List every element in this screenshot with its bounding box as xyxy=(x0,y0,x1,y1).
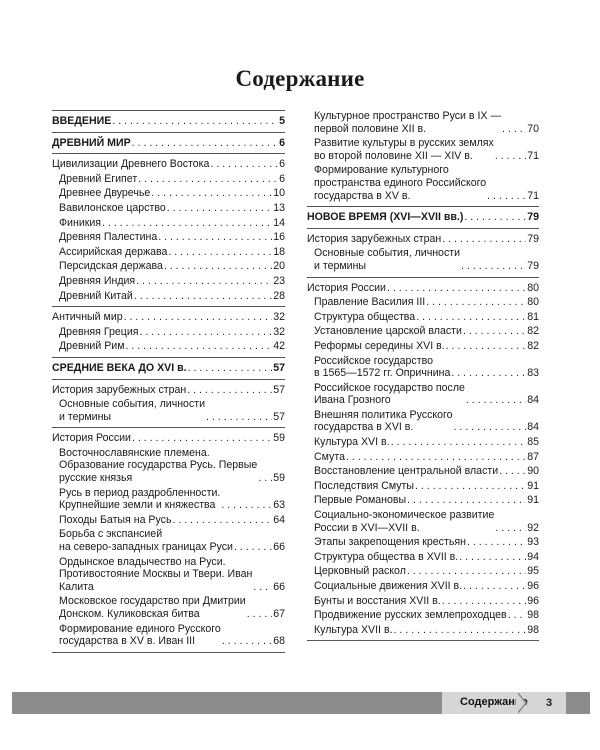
toc-entry[interactable] xyxy=(307,580,539,593)
toc-section xyxy=(307,278,539,642)
dot-leader xyxy=(508,609,527,622)
dot-leader xyxy=(253,581,272,594)
toc-section xyxy=(52,307,285,358)
toc-entry-page: 57 xyxy=(273,361,285,374)
toc-entry[interactable] xyxy=(307,311,539,324)
toc-entry[interactable] xyxy=(52,275,285,288)
toc-left-column xyxy=(52,110,285,653)
toc-entry-page: 66 xyxy=(273,541,285,554)
toc-entry[interactable] xyxy=(52,187,285,200)
toc-entry-page: 71 xyxy=(527,149,539,162)
toc-section xyxy=(307,207,539,229)
toc-entry[interactable] xyxy=(307,282,539,295)
toc-entry-title: Правление Василия III xyxy=(314,296,426,309)
toc-entry[interactable] xyxy=(307,409,539,434)
dot-leader xyxy=(221,499,272,512)
toc-entry-page: 94 xyxy=(527,550,539,563)
toc-entry-title: Смута xyxy=(314,450,345,463)
toc-entry-page: 91 xyxy=(527,479,539,492)
footer-bar xyxy=(12,692,590,714)
toc-entry-page: 10 xyxy=(273,187,285,200)
toc-entry-page: 6 xyxy=(279,158,285,171)
toc-entry-title: Структура общества xyxy=(314,310,416,323)
toc-entry[interactable] xyxy=(307,211,539,224)
toc-entry[interactable] xyxy=(307,494,539,507)
toc-entry-page: 84 xyxy=(527,421,539,434)
toc-entry-title: Социально-экономическое развитие России в XVI—XVII в. xyxy=(314,509,495,534)
toc-entry-title: История России xyxy=(52,432,131,445)
dot-leader xyxy=(112,115,278,128)
toc-entry-title: Московское государство при Дмитрии Донском. Куликовская битва xyxy=(59,595,246,620)
toc-entry-title: История зарубежных стран xyxy=(307,232,442,245)
toc-entry[interactable] xyxy=(52,231,285,244)
dot-leader xyxy=(416,311,526,324)
dot-leader xyxy=(158,231,272,244)
toc-entry-page: 5 xyxy=(279,115,285,127)
toc-right-column xyxy=(307,110,539,641)
toc-entry-title: ВВЕДЕНИЕ xyxy=(52,115,112,127)
dot-leader xyxy=(168,246,272,259)
toc-entry-page: 59 xyxy=(273,472,285,485)
toc-entry-title: НОВОЕ ВРЕМЯ (XVI—XVII вв.) xyxy=(307,211,464,224)
toc-entry-title: Культура XVI в. xyxy=(314,436,390,449)
toc-entry-title: Первые Романовы xyxy=(314,494,407,507)
toc-entry-title: Продвижение русских землепроходцев xyxy=(314,609,507,622)
toc-entry-title: Финикия xyxy=(59,216,102,229)
toc-entry-title: Российское государство в 1565—1572 гг. Опричнина xyxy=(314,354,451,380)
toc-entry-page: 18 xyxy=(273,245,285,258)
toc-entry-page: 59 xyxy=(273,432,285,445)
toc-entry-page: 42 xyxy=(273,340,285,353)
dot-leader xyxy=(132,137,278,150)
toc-section xyxy=(52,111,285,133)
toc-entry-title: Древняя Палестина xyxy=(59,231,158,244)
dot-leader xyxy=(167,202,272,215)
toc-entry[interactable] xyxy=(307,551,539,564)
toc-entry[interactable] xyxy=(52,173,285,186)
dot-leader xyxy=(391,436,527,449)
toc-section xyxy=(307,110,539,207)
dot-leader xyxy=(132,432,272,445)
dot-leader xyxy=(495,150,526,163)
toc-section xyxy=(52,358,285,380)
toc-entry-title: Походы Батыя на Русь xyxy=(59,513,172,526)
chevron-right-icon xyxy=(516,692,525,714)
toc-entry[interactable] xyxy=(52,447,285,485)
toc-entry-page: 79 xyxy=(527,259,539,272)
toc-entry[interactable] xyxy=(52,137,285,150)
toc-entry-title: Культура XVII в. xyxy=(314,623,393,636)
toc-entry-page: 32 xyxy=(273,325,285,338)
toc-entry-title: Русь в период раздробленности. Крупнейшие земли и княжества xyxy=(59,486,221,512)
toc-entry[interactable] xyxy=(52,246,285,259)
toc-entry-title: Древняя Греция xyxy=(59,325,139,338)
toc-entry-title: История зарубежных стран xyxy=(52,383,187,396)
toc-entry-page: 68 xyxy=(273,635,285,648)
toc-entry-page: 82 xyxy=(527,325,539,338)
toc-entry-title: История России xyxy=(307,281,386,294)
toc-entry-page: 57 xyxy=(273,410,285,423)
toc-entry[interactable] xyxy=(307,355,539,380)
toc-entry-page: 82 xyxy=(527,339,539,352)
toc-entry-title: Древний Рим xyxy=(59,340,125,353)
toc-entry-page: 93 xyxy=(527,536,539,549)
toc-section xyxy=(52,133,285,155)
toc-entry-title: Бунты и восстания XVII в. xyxy=(314,594,441,607)
toc-entry-title: Основные события, личности и термины xyxy=(59,398,206,423)
toc-entry[interactable] xyxy=(307,595,539,608)
toc-entry[interactable] xyxy=(307,465,539,478)
toc-entry[interactable] xyxy=(307,624,539,637)
toc-entry-page: 80 xyxy=(527,281,539,294)
dot-leader xyxy=(206,411,272,424)
toc-entry-page: 28 xyxy=(273,289,285,302)
dot-leader xyxy=(442,595,526,608)
toc-entry-title: Церковный раскол xyxy=(314,565,406,578)
toc-entry-page: 92 xyxy=(527,521,539,534)
toc-entry-title: Структура общества в XVII в. xyxy=(314,550,459,563)
dot-leader xyxy=(446,340,527,353)
toc-entry-title: Формирование единого Русского государства в XV в. Иван III xyxy=(59,622,221,648)
toc-entry-title: Цивилизации Древнего Востока xyxy=(52,158,210,171)
dot-leader xyxy=(487,190,526,203)
toc-entry[interactable] xyxy=(307,340,539,353)
toc-entry[interactable] xyxy=(52,398,285,423)
dot-leader xyxy=(495,522,526,535)
toc-entry[interactable] xyxy=(52,311,285,324)
toc-entry-title: Культурное пространство Руси в IX — первой половине XII в. xyxy=(314,110,502,135)
toc-entry[interactable] xyxy=(307,296,539,309)
dot-leader xyxy=(461,260,526,273)
toc-section xyxy=(52,428,285,653)
dot-leader xyxy=(125,340,272,353)
toc-entry[interactable] xyxy=(52,623,285,648)
dot-leader xyxy=(210,158,278,171)
toc-entry[interactable] xyxy=(52,595,285,620)
toc-entry-title: Ордынское владычество на Руси. Противостояние Москвы и Твери. Иван Калита xyxy=(59,555,253,593)
toc-entry-title: Персидская держава xyxy=(59,260,163,273)
toc-entry[interactable] xyxy=(52,384,285,397)
toc-entry-page: 95 xyxy=(527,565,539,578)
dot-leader xyxy=(134,290,272,303)
dot-leader xyxy=(502,123,526,136)
toc-entry-page: 13 xyxy=(273,201,285,214)
toc-entry-title: Внешняя политика Русского государства в XVI в. xyxy=(314,408,453,434)
toc-entry[interactable] xyxy=(307,137,539,162)
toc-entry-title: Древняя Индия xyxy=(59,274,136,287)
dot-leader xyxy=(187,384,272,397)
toc-entry-title: Этапы закрепощения крестьян xyxy=(314,536,466,549)
toc-entry[interactable] xyxy=(307,382,539,407)
toc-entry-page: 96 xyxy=(527,594,539,607)
toc-entry[interactable] xyxy=(52,362,285,375)
toc-entry[interactable] xyxy=(307,325,539,338)
toc-entry-page: 23 xyxy=(273,274,285,287)
toc-entry[interactable] xyxy=(52,326,285,339)
toc-entry-title: Античный мир xyxy=(52,311,123,324)
toc-section xyxy=(307,229,539,278)
toc-entry-title: Развитие культуры в русских землях во второй половине XII — XIV в. xyxy=(314,137,494,162)
toc-entry[interactable] xyxy=(52,432,285,445)
toc-section xyxy=(52,154,285,307)
toc-entry-title: ДРЕВНИЙ МИР xyxy=(52,136,131,149)
dot-leader xyxy=(124,311,273,324)
toc-entry[interactable] xyxy=(52,158,285,171)
dot-leader xyxy=(102,217,272,230)
dot-leader xyxy=(222,635,272,648)
dot-leader xyxy=(407,565,526,578)
toc-entry-page: 6 xyxy=(279,136,285,149)
footer-end-block xyxy=(566,692,590,714)
toc-entry[interactable] xyxy=(52,528,285,553)
toc-entry-title: СРЕДНИЕ ВЕКА ДО XVI в. xyxy=(52,361,187,374)
dot-leader xyxy=(346,451,526,464)
toc-entry-page: 63 xyxy=(273,499,285,512)
toc-entry[interactable] xyxy=(52,260,285,273)
toc-section xyxy=(52,380,285,429)
toc-entry-page: 16 xyxy=(273,231,285,244)
dot-leader xyxy=(140,326,273,339)
toc-entry-page: 85 xyxy=(527,436,539,449)
toc-entry[interactable] xyxy=(52,514,285,527)
toc-entry-title: Восточнославянские племена. Образование государства Русь. Первые русские князья xyxy=(59,446,258,485)
toc-entry[interactable] xyxy=(307,233,539,246)
dot-leader xyxy=(258,472,272,485)
dot-leader xyxy=(394,624,527,637)
dot-leader xyxy=(387,282,526,295)
toc-entry-page: 90 xyxy=(527,465,539,478)
footer-section-label: Содержание xyxy=(460,696,528,708)
toc-entry[interactable] xyxy=(52,340,285,353)
toc-entry-title: Реформы середины XVI в. xyxy=(314,339,445,352)
toc-entry-page: 20 xyxy=(273,260,285,273)
toc-entry-page: 98 xyxy=(527,623,539,636)
dot-leader xyxy=(138,173,278,186)
dot-leader xyxy=(188,362,273,375)
dot-leader xyxy=(499,465,526,478)
dot-leader xyxy=(467,536,526,549)
toc-entry[interactable] xyxy=(307,110,539,135)
toc-entry-page: 70 xyxy=(527,122,539,135)
toc-entry[interactable] xyxy=(307,609,539,622)
toc-entry-page: 84 xyxy=(527,394,539,407)
dot-leader xyxy=(454,421,527,434)
dot-leader xyxy=(459,551,526,564)
toc-entry-page: 91 xyxy=(527,494,539,507)
toc-entry-page: 66 xyxy=(273,580,285,593)
toc-entry[interactable] xyxy=(52,290,285,303)
toc-entry-page: 79 xyxy=(527,211,539,224)
page-title: Содержание xyxy=(235,66,365,91)
dot-leader xyxy=(136,275,272,288)
toc-entry[interactable] xyxy=(307,509,539,534)
page-number: 3 xyxy=(532,692,566,714)
dot-leader xyxy=(164,260,272,273)
toc-entry[interactable] xyxy=(52,556,285,594)
toc-entry[interactable] xyxy=(52,202,285,215)
toc-entry-page: 64 xyxy=(273,513,285,526)
toc-entry-page: 32 xyxy=(273,311,285,324)
toc-entry-title: Ассирийская держава xyxy=(59,245,168,258)
toc-entry-page: 79 xyxy=(527,232,539,245)
toc-entry-title: Формирование культурного пространства единого Российского государства в XV в. xyxy=(314,164,487,202)
toc-entry-title: Установление царской власти xyxy=(314,325,462,338)
dot-leader xyxy=(463,580,526,593)
toc-entry[interactable] xyxy=(307,247,539,272)
dot-leader xyxy=(151,187,272,200)
toc-entry[interactable] xyxy=(307,164,539,202)
dot-leader xyxy=(442,233,526,246)
toc-entry-title: Древнее Двуречье xyxy=(59,187,151,200)
dot-leader xyxy=(463,325,526,338)
toc-entry-page: 96 xyxy=(527,580,539,592)
dot-leader xyxy=(415,480,526,493)
toc-entry[interactable] xyxy=(307,436,539,449)
toc-entry-page: 67 xyxy=(273,608,285,620)
dot-leader xyxy=(426,296,526,309)
toc-entry-page: 6 xyxy=(279,172,285,185)
dot-leader xyxy=(407,494,526,507)
toc-entry-page: 80 xyxy=(527,296,539,309)
dot-leader xyxy=(247,608,272,621)
dot-leader xyxy=(172,514,272,527)
toc-entry-page: 57 xyxy=(273,383,285,396)
toc-entry[interactable] xyxy=(307,480,539,493)
toc-entry-page: 83 xyxy=(527,367,539,380)
toc-entry[interactable] xyxy=(307,536,539,549)
toc-entry-page: 71 xyxy=(527,189,539,202)
toc-entry[interactable] xyxy=(307,451,539,464)
toc-entry[interactable] xyxy=(307,565,539,578)
dot-leader xyxy=(466,394,526,407)
toc-entry-page: 98 xyxy=(527,609,539,622)
toc-entry-page: 81 xyxy=(527,310,539,323)
toc-entry-page: 87 xyxy=(527,450,539,463)
toc-entry-title: Борьба с экспансией на северо-западных границах Руси xyxy=(59,528,233,554)
toc-entry-title: Последствия Смуты xyxy=(314,479,415,492)
dot-leader xyxy=(451,367,526,380)
toc-entry[interactable] xyxy=(52,115,285,128)
toc-entry[interactable] xyxy=(52,487,285,512)
toc-entry[interactable] xyxy=(52,217,285,230)
toc-entry-title: Древний Египет xyxy=(59,172,138,185)
toc-entry-title: Основные события, личности и термины xyxy=(314,247,461,272)
toc-entry-title: Социальные движения XVII в. xyxy=(314,580,463,592)
dot-leader xyxy=(234,541,272,554)
toc-entry-title: Российское государство после Ивана Грозного xyxy=(314,381,465,407)
toc-entry-title: Восстановление центральной власти xyxy=(314,465,499,478)
toc-entry-page: 14 xyxy=(273,216,285,229)
toc-entry-title: Древний Китай xyxy=(59,289,133,302)
toc-entry-title: Вавилонское царство xyxy=(59,201,166,214)
dot-leader xyxy=(464,211,526,224)
